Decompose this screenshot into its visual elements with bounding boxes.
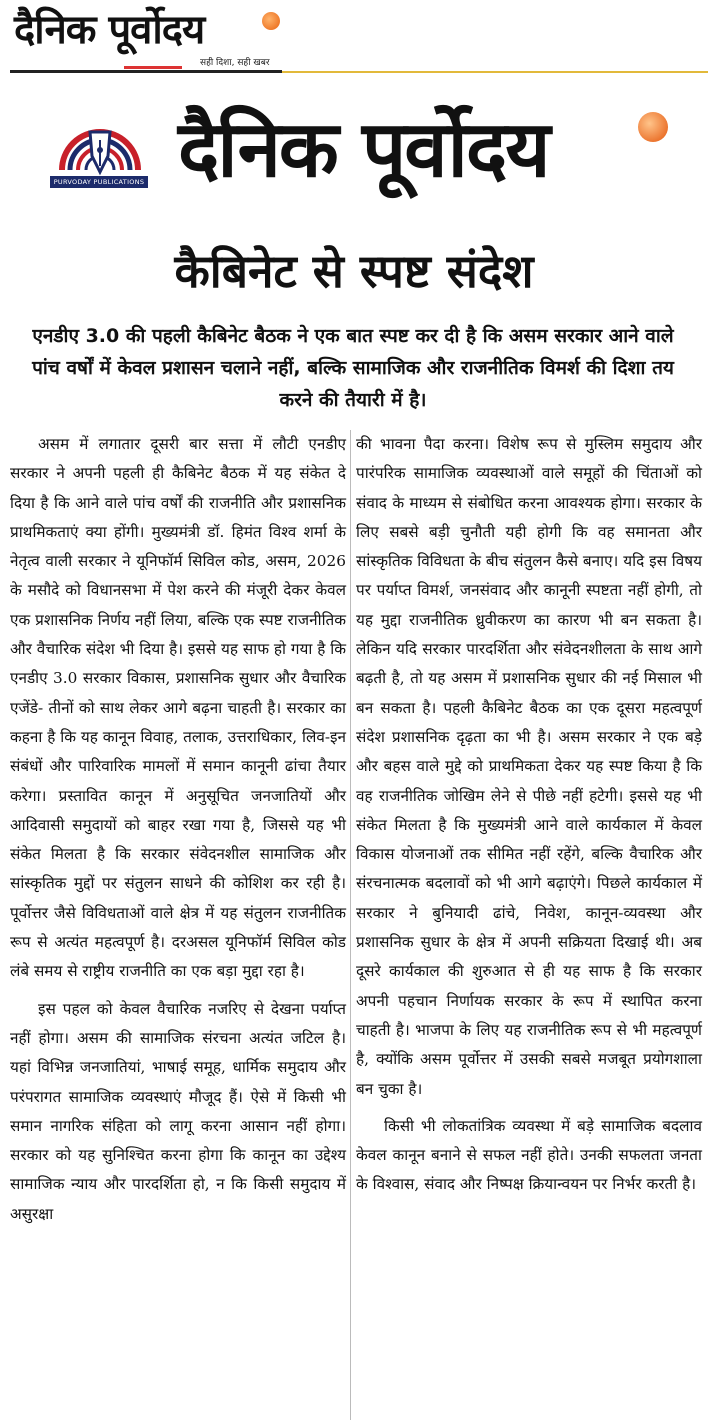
paragraph: असम में लगातार दूसरी बार सत्ता में लौटी एनडीए सरकार ने अपनी पहली ही कैबिनेट बैठक में यह संकेत दे दिया है कि आने वाले पांच वर्षों की राजनीति और प्रशासनिक प्राथमिकताएं क्या होंगी। मुख्यमंत्री डॉ. हिमंत विश्व शर्मा के नेतृत्व वाली सरकार ने यूनिफॉर्म सिविल कोड, असम, 2026 के मसौदे को विधानसभा में पेश करने की मंजूरी देकर केवल एक प्रशासनिक निर्णय नहीं लिया, बल्कि एक स्पष्ट राजनीतिक और वैचारिक संदेश भी दिया है। इससे यह साफ हो गया है कि एनडीए 3.0 सरकार विकास, प्रशासनिक सुधार और वैचारिक एजेंडे- तीनों को साथ लेकर आगे बढ़ना चाहती है। सरकार का कहना है कि यह कानून विवाह, तलाक, उत्तराधिकार, लिव-इन संबंधों और पारिवारिक मामलों में समान कानूनी ढांचा तैयार करेगा। प्रस्तावित कानून में अनुसूचित जनजातियों और आदिवासी समुदायों को बाहर रखा गया है, जिससे यह भी संकेत मिलता है कि सरकार संवेदनशील सामाजिक और सांस्कृतिक मुद्दों पर संतुलन साधने की कोशिश कर रही है। पूर्वोत्तर जैसे विविधताओं वाले क्षेत्र में यह संतुलन राजनीतिक रूप से अत्यंत महत्वपूर्ण है। दरअसल यूनिफॉर्म सिविल कोड लंबे समय से राष्ट्रीय राजनीति का एक बड़ा मुद्दा रहा है।: [10, 435, 347, 981]
header-divider-gold: [282, 71, 708, 73]
article-deck: एनडीए 3.0 की पहली कैबिनेट बैठक ने एक बात स्पष्ट कर दी है कि असम सरकार आने वाले पांच वर्षों में केवल प्रशासन चलाने नहीं, बल्कि सामाजिक और राजनीतिक विमर्श की दिशा तय करने की तैयारी में है।: [32, 325, 674, 411]
top-logo[interactable]: दैनिक पूर्वोदय: [14, 7, 205, 53]
masthead-title: दैनिक पूर्वोदय: [178, 105, 549, 195]
red-accent-bar: [124, 66, 182, 69]
publisher-label: PURVODAY PUBLICATIONS: [50, 176, 148, 188]
sun-icon: [262, 12, 280, 30]
masthead: [0, 100, 708, 210]
paragraph: इस पहल को केवल वैचारिक नजरिए से देखना पर्याप्त नहीं होगा। असम की सामाजिक संरचना अत्यंत जटिल है। यहां विभिन्न जनजातियां, भाषाई समूह, धार्मिक समुदाय और परंपरागत सामाजिक व्यवस्थाएं मौजूद हैं। ऐसे में किसी भी समान नागरिक संहिता को लागू करना आसान नहीं होगा। सरकार को यह सुनिश्चित करना होगा कि कानून का उद्देश्य सामाजिक न्याय और पारदर्शिता हो, न कि किसी समुदाय में असुरक्षा: [10, 999, 346, 1223]
top-header: [0, 0, 708, 76]
header-divider: [10, 70, 282, 73]
column-divider: [350, 430, 351, 1420]
paragraph: किसी भी लोकतांत्रिक व्यवस्था में बड़े सामाजिक बदलाव केवल कानून बनाने से सफल नहीं होते। उनकी सफलता जनता के विश्वास, संवाद और निष्पक्ष क्रियान्वयन पर निर्भर करती है।: [356, 1116, 702, 1194]
paragraph: की भावना पैदा करना। विशेष रूप से मुस्लिम समुदाय और पारंपरिक सामाजिक व्यवस्थाओं वाले समूहों की चिंताओं को संवाद के माध्यम से संबोधित करना आवश्यक होगा। सरकार के लिए सबसे बड़ी चुनौती यही होगी कि वह समानता और सांस्कृतिक विविधता के बीच संतुलन कैसे बनाए। यदि इस विषय पर पर्याप्त विमर्श, जनसंवाद और कानूनी स्पष्टता नहीं होगी, तो यह मुद्दा राजनीतिक ध्रुवीकरण का कारण भी बन सकता है। लेकिन यदि सरकार पारदर्शिता और संवेदनशीलता के साथ आगे बढ़ती है, तो यह असम में प्रशासनिक सुधार की नई मिसाल भी बन सकता है। पहली कैबिनेट बैठक का एक दूसरा महत्वपूर्ण संदेश प्रशासनिक दृढ़ता का भी है। असम सरकार ने एक बड़े और बहस वाले मुद्दे को प्राथमिकता देकर यह स्पष्ट किया है कि वह राजनीतिक जोखिम लेने से पीछे नहीं हटेगी। इससे यह भी संकेत मिलता है कि मुख्यमंत्री आने वाले कार्यकाल में केवल विकास योजनाओं तक सीमित नहीं रहेंगे, बल्कि वैचारिक और संरचनात्मक बदलावों को भी आगे बढ़ाएंगे। पिछले कार्यकाल में सरकार ने बुनियादी ढांचे, निवेश, कानून-व्यवस्था और प्रशासनिक सुधार के क्षेत्र में अपनी सक्रियता दिखाई थी। अब दूसरे कार्यकाल की शुरुआत से ही यह साफ है कि सरकार अपनी पहचान निर्णायक सरकार के रूप में स्थापित करना चाहती है। भाजपा के लिए यह राजनीतिक रूप से भी महत्वपूर्ण है, क्योंकि असम पूर्वोत्तर में उसकी सबसे मजबूत प्रयोगशाला बन चुका है।: [356, 435, 702, 1098]
article-headline: कैबिनेट से स्पष्ट संदेश: [174, 244, 534, 298]
sun-icon: [638, 112, 668, 142]
tagline: सही दिशा, सही खबर: [200, 58, 270, 68]
article-column-left: [10, 430, 346, 1229]
article-column-right: [356, 430, 702, 1200]
